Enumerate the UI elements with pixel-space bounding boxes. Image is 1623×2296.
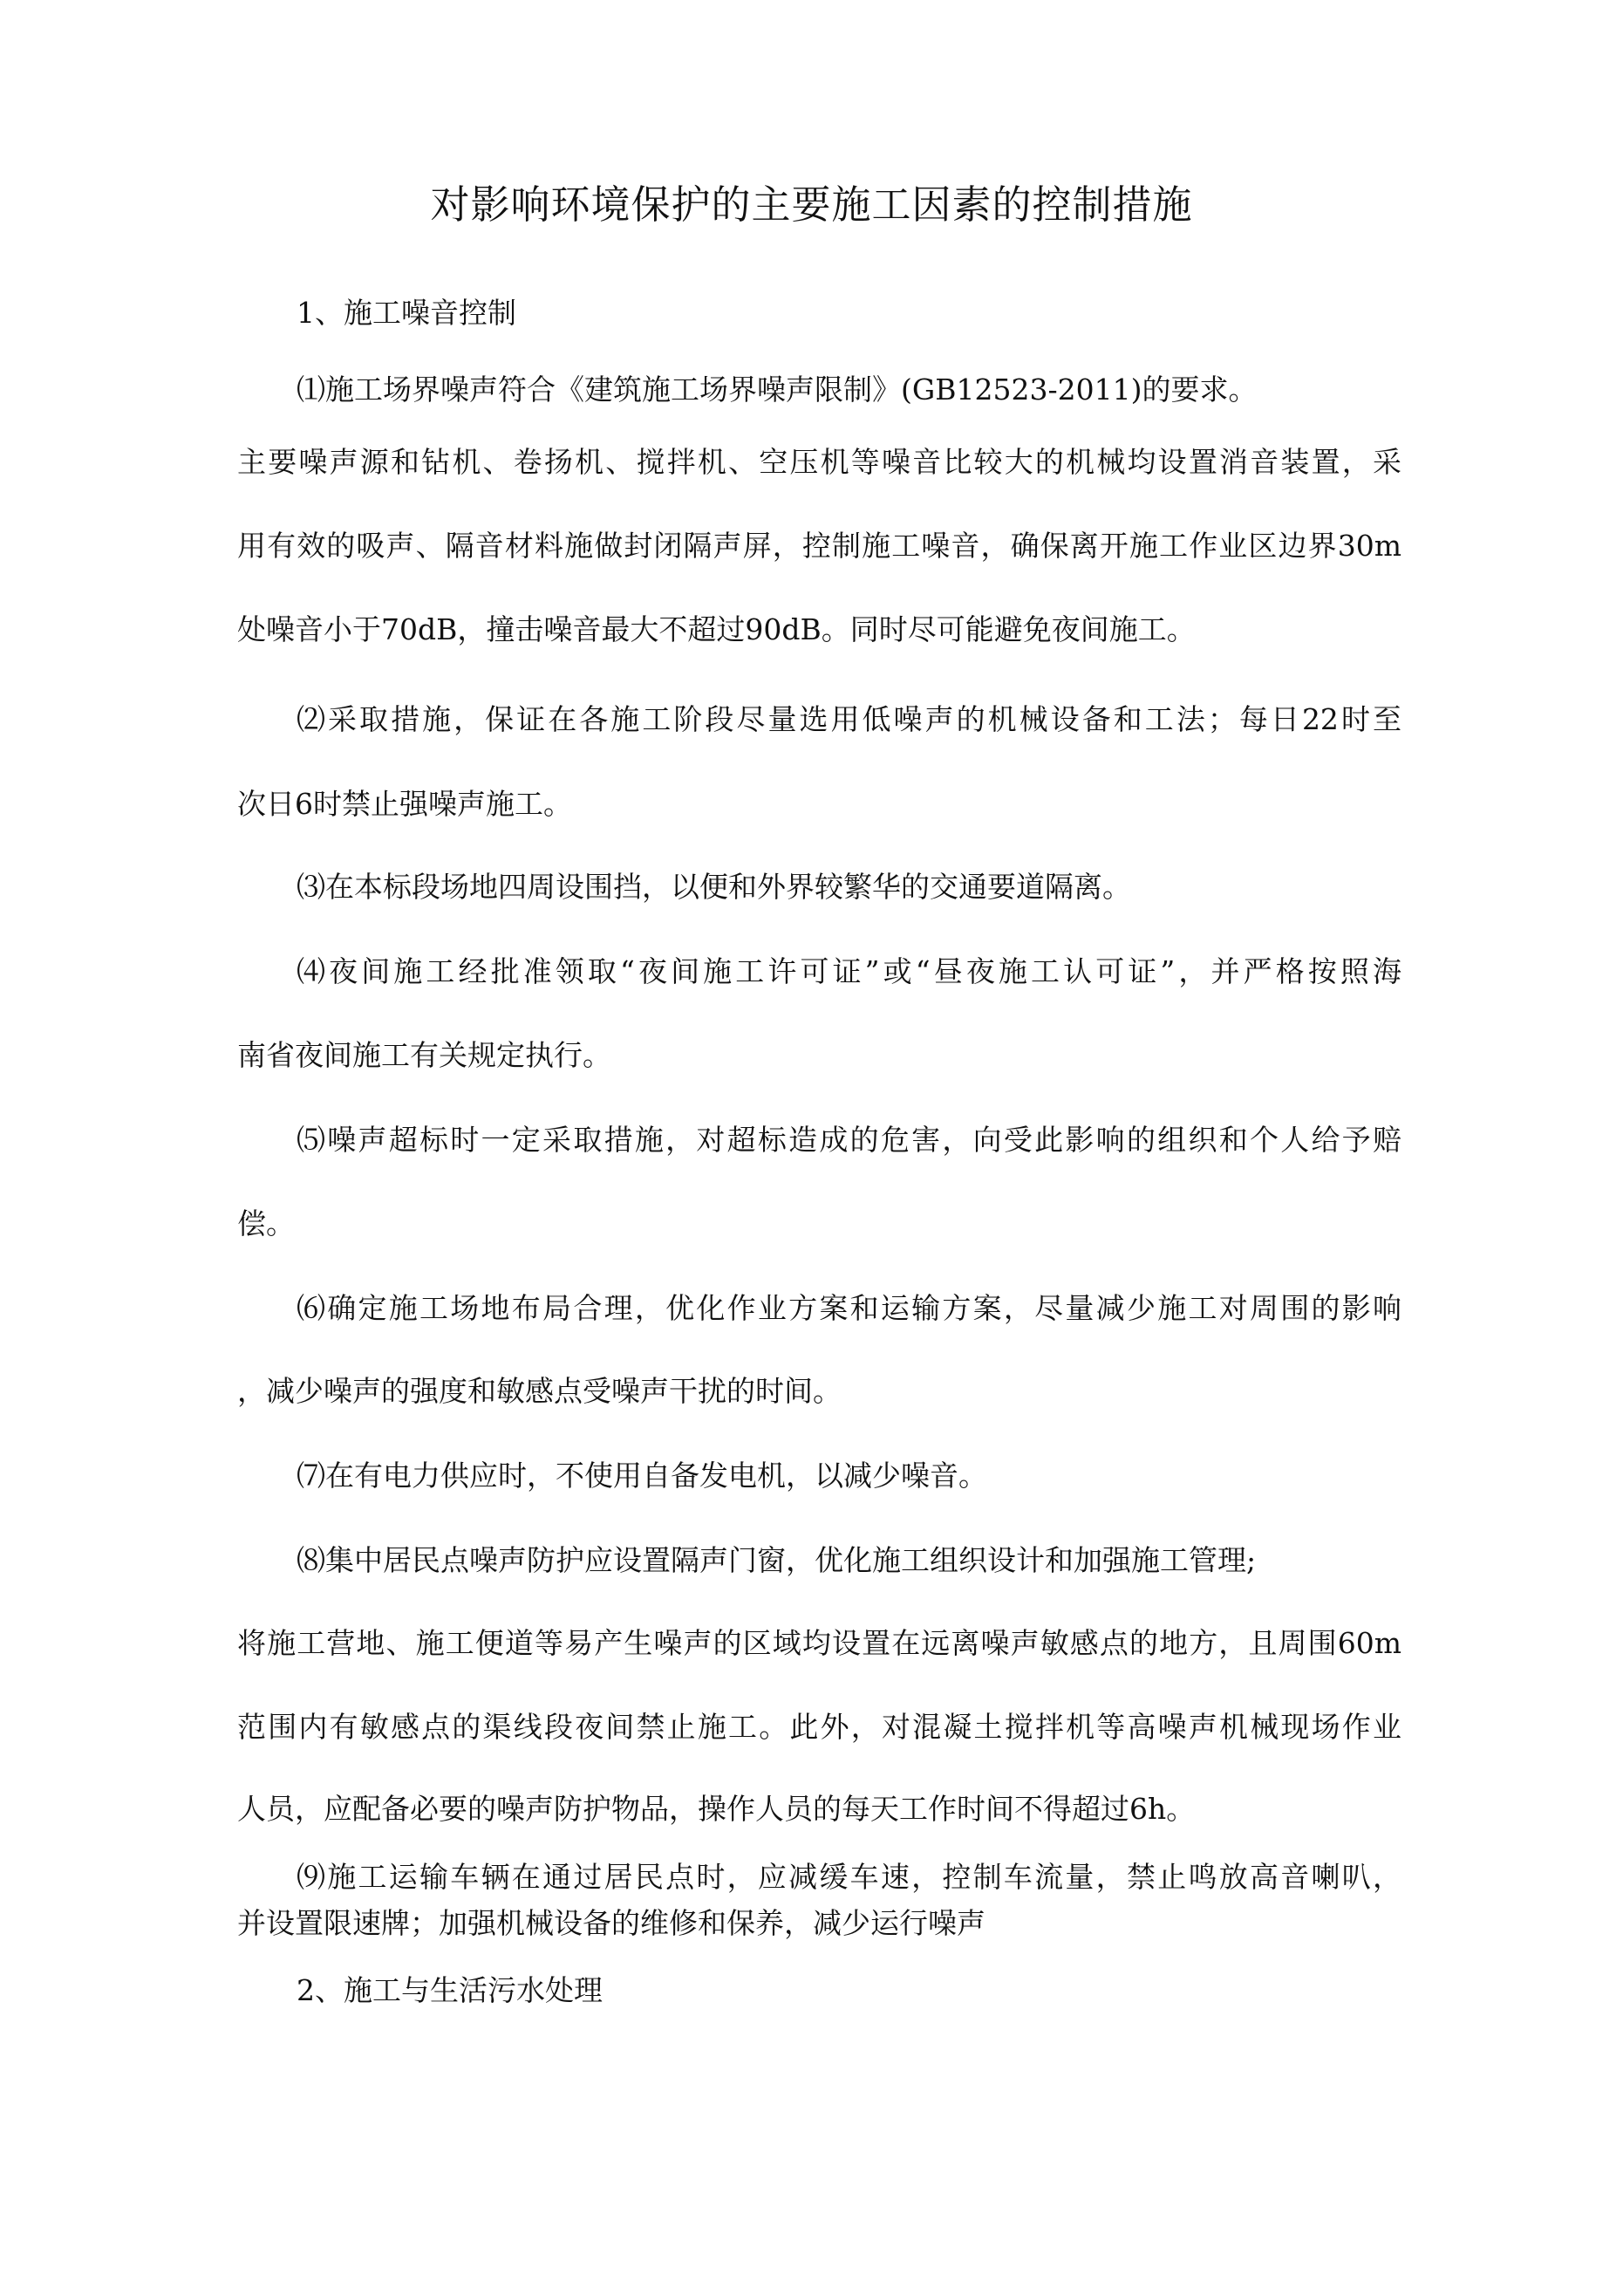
paragraph-line: ⑺在有电力供应时，不使用自备发电机，以减少噪音。 xyxy=(297,1459,987,1493)
paragraph-line: ⑹确定施工场地布局合理，优化作业方案和运输方案，尽量减少施工对周围的影响 xyxy=(297,1291,1401,1325)
paragraph-line: 处噪音小于70dB，撞击噪音最大不超过90dB。同时尽可能避免夜间施工。 xyxy=(237,612,1196,646)
paragraph-line: 用有效的吸声、隔音材料施做封闭隔声屏，控制施工噪音，确保离开施工作业区边界30m xyxy=(237,529,1401,563)
paragraph-line: ⑶在本标段场地四周设围挡，以便和外界较繁华的交通要道隔离。 xyxy=(297,870,1131,904)
paragraph-line: 将施工营地、施工便道等易产生噪声的区域均设置在远离噪声敏感点的地方，且周围60m xyxy=(237,1626,1401,1660)
paragraph-line: 人员，应配备必要的噪声防护物品，操作人员的每天工作时间不得超过6h。 xyxy=(237,1792,1196,1826)
section-heading: 1、施工噪音控制 xyxy=(297,296,516,330)
paragraph-line: ⑼施工运输车辆在通过居民点时，应减缓车速，控制车流量，禁止鸣放高音喇叭， xyxy=(297,1860,1401,1894)
paragraph-line: ⑻集中居民点噪声防护应设置隔声门窗，优化施工组织设计和加强施工管理; xyxy=(297,1543,1257,1577)
document-title: 对影响环境保护的主要施工因素的控制措施 xyxy=(430,181,1193,228)
paragraph-line: 主要噪声源和钻机、卷扬机、搅拌机、空压机等噪音比较大的机械均设置消音装置，采 xyxy=(237,445,1401,479)
paragraph-line: 并设置限速牌；加强机械设备的维修和保养，减少运行噪声 xyxy=(237,1906,985,1940)
section-heading: 2、施工与生活污水处理 xyxy=(297,1973,603,2007)
paragraph-line: 偿。 xyxy=(237,1206,295,1240)
paragraph-line: ⑴施工场界噪声符合《建筑施工场界噪声限制》(GB12523-2011)的要求。 xyxy=(297,372,1258,407)
paragraph-line: 次日6时禁止强噪声施工。 xyxy=(237,787,572,821)
paragraph-line: 范围内有敏感点的渠线段夜间禁止施工。此外，对混凝土搅拌机等高噪声机械现场作业 xyxy=(237,1710,1401,1744)
paragraph-line: ⑸噪声超标时一定采取措施，对超标造成的危害，向受此影响的组织和个人给予赔 xyxy=(297,1123,1401,1157)
paragraph-line: ⑵采取措施，保证在各施工阶段尽量选用低噪声的机械设备和工法；每日22时至 xyxy=(297,702,1401,736)
paragraph-line: ，减少噪声的强度和敏感点受噪声干扰的时间。 xyxy=(237,1374,842,1408)
paragraph-line: 南省夜间施工有关规定执行。 xyxy=(237,1038,611,1072)
paragraph-line: ⑷夜间施工经批准领取“夜间施工许可证”或“昼夜施工认可证”，并严格按照海 xyxy=(297,954,1401,988)
